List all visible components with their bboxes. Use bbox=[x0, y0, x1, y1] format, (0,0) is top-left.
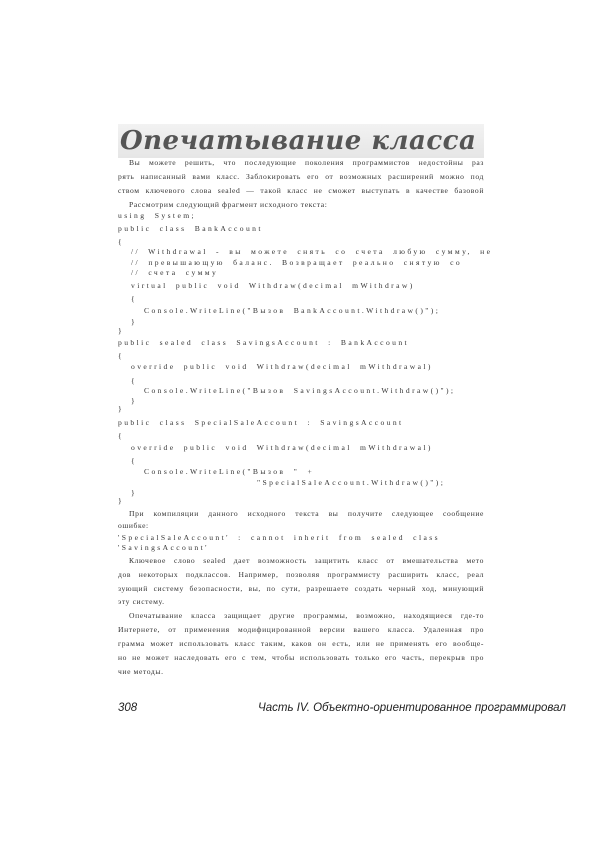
code-line: using System; bbox=[118, 211, 197, 220]
code-line: } bbox=[118, 404, 125, 413]
paragraph-line: дов некоторых подклассов. Например, позволяя программисту расширить класс, реал bbox=[118, 570, 484, 579]
page-number: 308 bbox=[118, 702, 138, 714]
code-line: public class SpecialSaleAccount : SavingsAccount bbox=[118, 418, 404, 427]
code-line: // Withdrawal - вы можете снять со счета любую сумму, не bbox=[131, 247, 493, 256]
paragraph-line: зующий систему безопасности, вы, по сути, разрешаете создать черный ход, минующий bbox=[118, 584, 484, 593]
code-line: "SpecialSaleAccount.Withdraw()"); bbox=[257, 478, 446, 487]
paragraph-line: грамма может использовать класс таким, каков он есть, или не применять его вообще- bbox=[118, 639, 484, 648]
code-line: } bbox=[131, 488, 138, 497]
code-line: { bbox=[131, 456, 138, 465]
section-heading: Опечатывание класса bbox=[118, 124, 484, 158]
code-line: } bbox=[131, 396, 138, 405]
paragraph-line: эту систему. bbox=[118, 597, 165, 606]
paragraph-line: Ключевое слово sealed дает возможность защитить класс от вмешательства мето bbox=[129, 556, 484, 565]
code-line: { bbox=[118, 237, 125, 246]
code-line: // счета сумму bbox=[131, 268, 219, 277]
paragraph-line: Интернете, от применения модифицированной версии вашего класса. Удаленная про bbox=[118, 625, 484, 634]
code-line: virtual public void Withdraw(decimal mWithdraw) bbox=[131, 281, 415, 290]
code-line: override public void Withdraw(decimal mWithdrawal) bbox=[131, 362, 433, 371]
paragraph-line: но не может наследовать его с тем, чтобы использовать только его часть, перекрыв про bbox=[118, 653, 484, 662]
code-line: Console.WriteLine("Вызов BankAccount.Withdraw()"); bbox=[144, 306, 441, 315]
code-line: { bbox=[131, 376, 138, 385]
code-line: { bbox=[131, 294, 138, 303]
running-title: Часть IV. Объектно-ориентированное программировал bbox=[258, 702, 566, 714]
code-line: // превышающую баланс. Возвращает реально снятую со bbox=[131, 258, 463, 267]
code-line: } bbox=[118, 326, 125, 335]
code-line: Console.WriteLine("Вызов SavingsAccount.Withdraw()"); bbox=[144, 386, 456, 395]
paragraph-line: ошибке: bbox=[118, 521, 149, 530]
code-line: { bbox=[118, 351, 125, 360]
code-line: public class BankAccount bbox=[118, 224, 263, 233]
paragraph-line: Опечатывание класса защищает другие программы, возможно, находящиеся где-то bbox=[129, 611, 484, 620]
paragraph-line: При компиляции данного исходного текста вы получите следующее сообщение bbox=[129, 509, 484, 518]
code-line: } bbox=[118, 496, 125, 505]
code-line: { bbox=[118, 431, 125, 440]
paragraph-line: чие методы. bbox=[118, 667, 164, 676]
code-line: override public void Withdraw(decimal mWithdrawal) bbox=[131, 443, 433, 452]
code-line: public sealed class SavingsAccount : BankAccount bbox=[118, 338, 410, 347]
code-line: Console.WriteLine("Вызов " + bbox=[144, 467, 315, 476]
paragraph-line: Рассмотрим следующий фрагмент исходного текста: bbox=[129, 200, 328, 209]
paragraph-line: Вы можете решить, что последующие поколения программистов недостойны раз bbox=[129, 158, 484, 167]
paragraph-line: ством ключевого слова sealed — такой класс не сможет выступать в качестве базовой bbox=[118, 186, 484, 195]
paragraph-line: рять написанный вами класс. Заблокировать его от возможных расширений можно под bbox=[118, 172, 484, 181]
code-line: } bbox=[131, 317, 138, 326]
code-line: 'SavingsAccount' bbox=[118, 543, 209, 552]
code-line: 'SpecialSaleAccount' : cannot inherit from sealed class bbox=[118, 533, 440, 542]
